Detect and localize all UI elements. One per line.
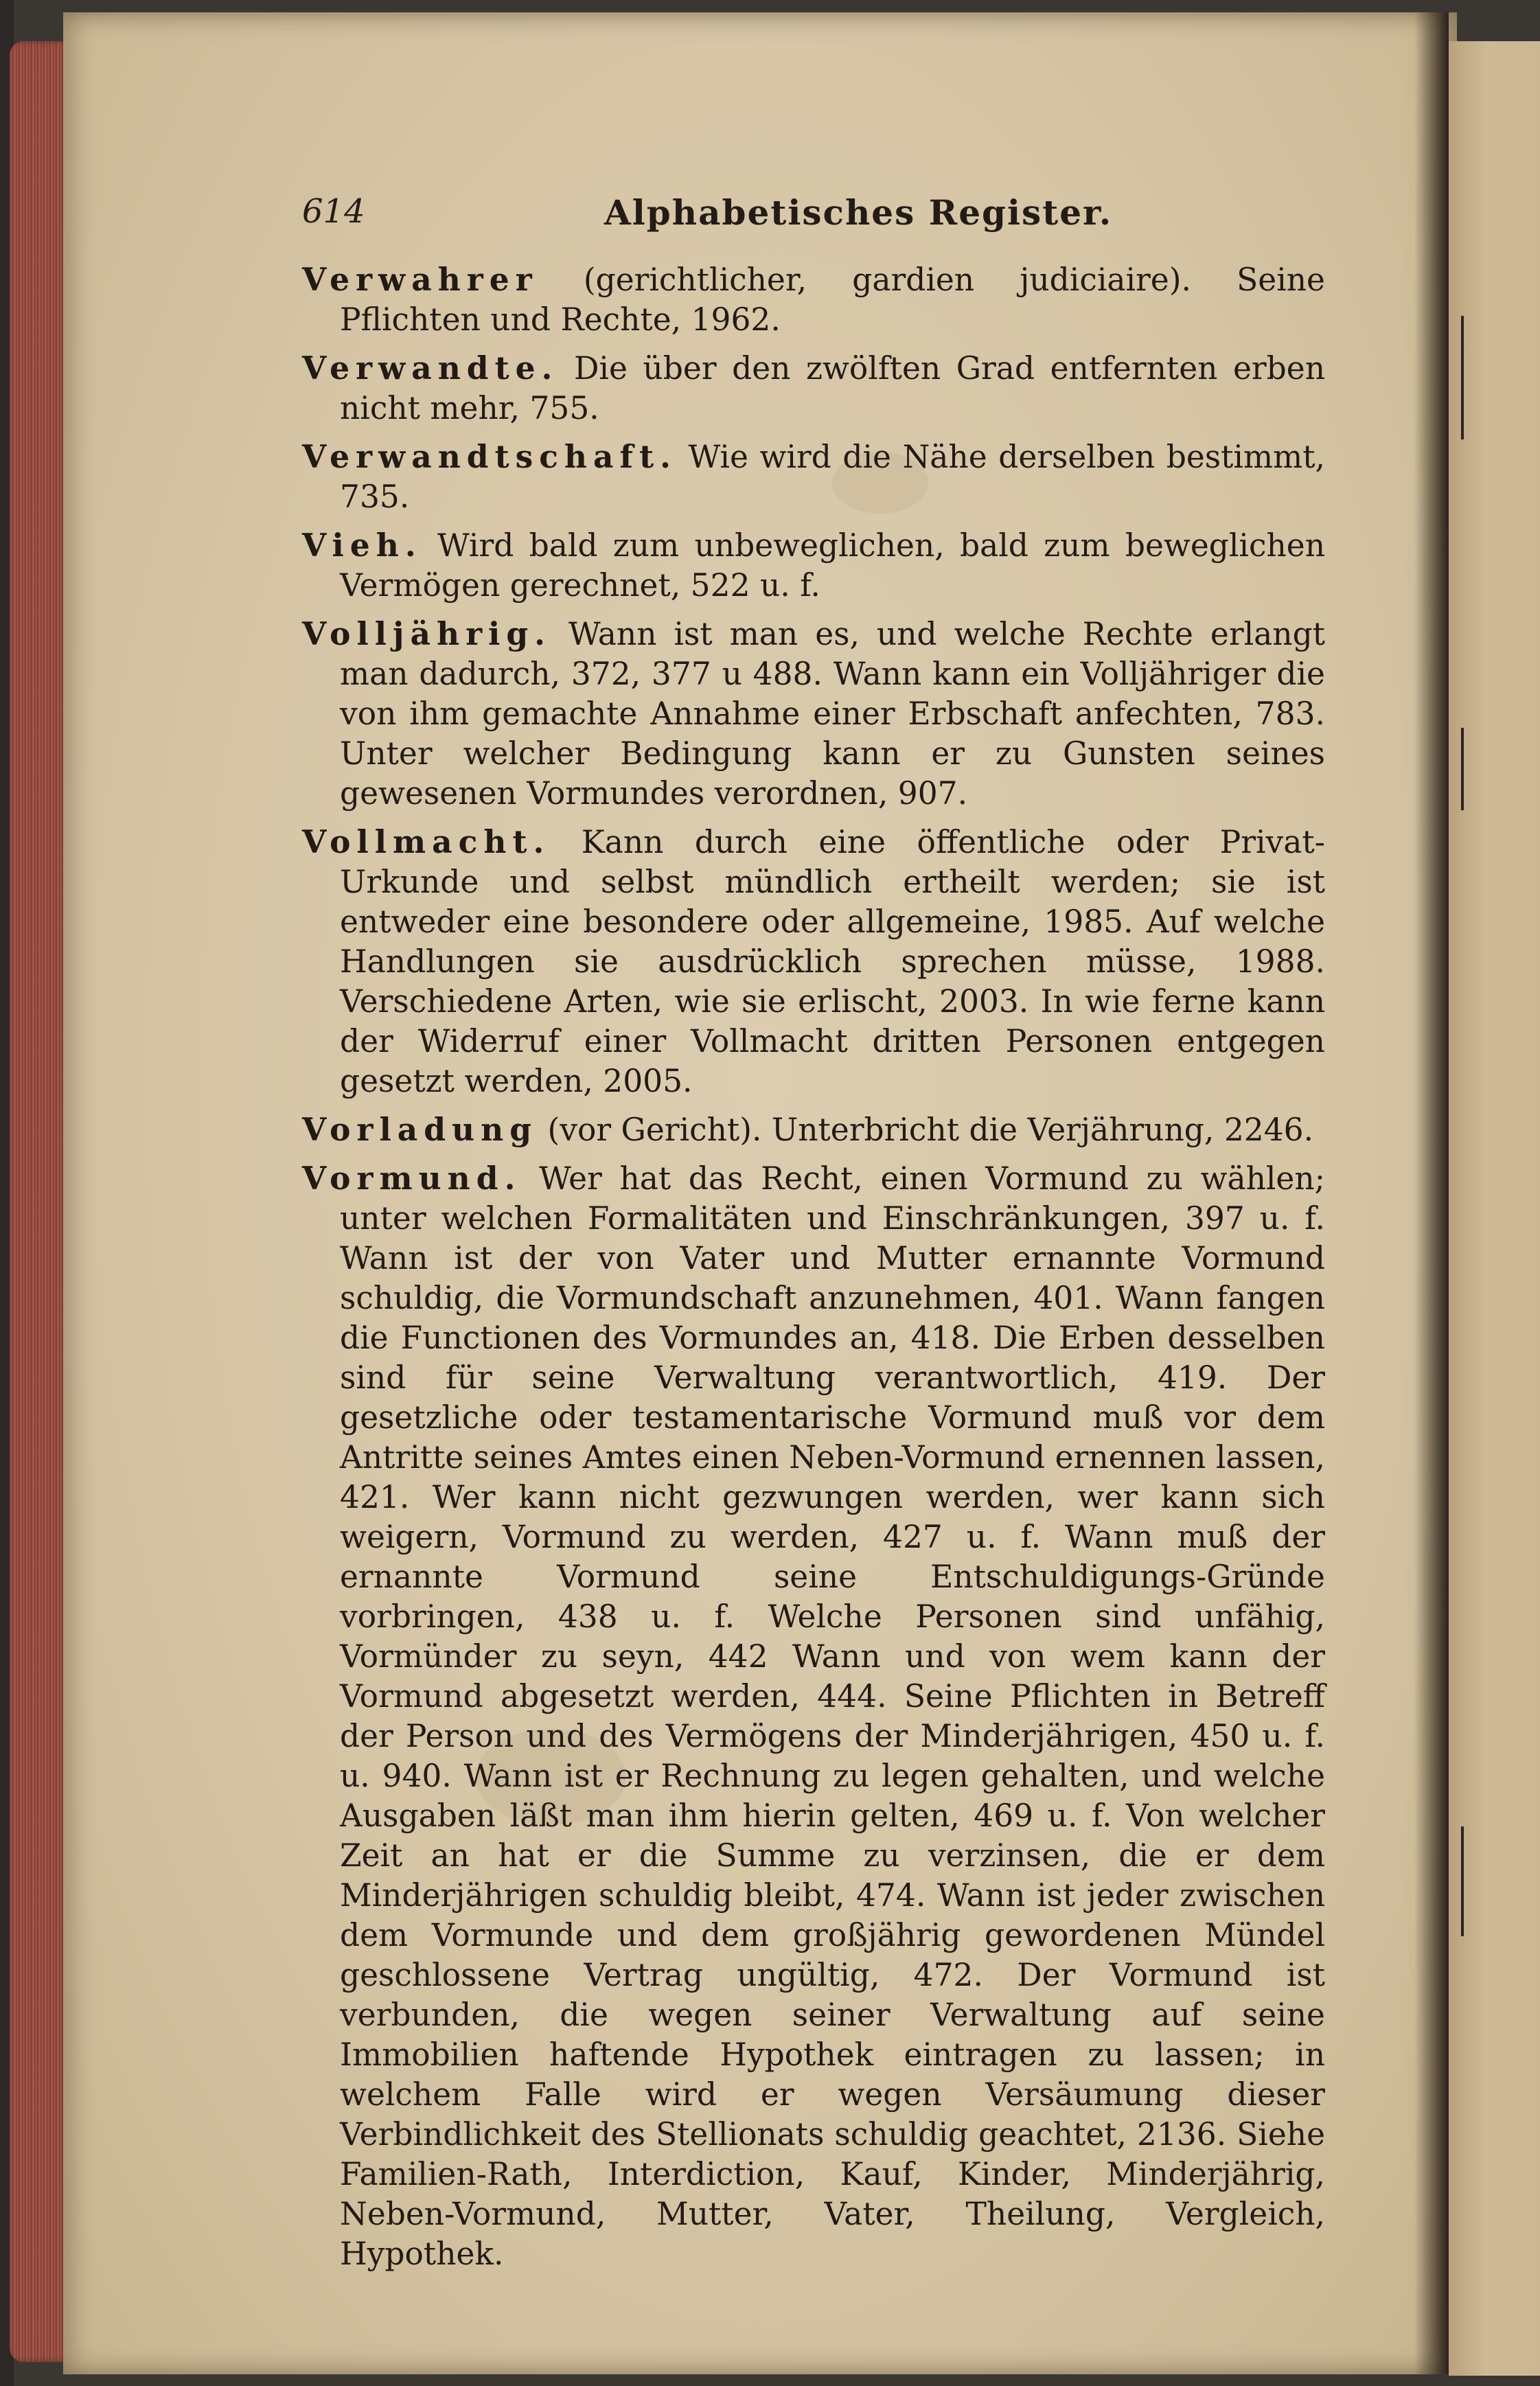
register-entry bbox=[302, 348, 1325, 428]
register-entry bbox=[302, 822, 1325, 1101]
entry-text: Die über den zwölften Grad entfernten erben nicht mehr, 755. bbox=[340, 350, 1325, 426]
register-entry bbox=[302, 437, 1325, 517]
running-head: Alphabetisches Register. bbox=[604, 192, 1113, 233]
entry-term: Vorladung bbox=[302, 1111, 538, 1148]
entry-text: (vor Gericht). Unterbricht die Verjährung, 2246. bbox=[547, 1112, 1314, 1148]
register-entry bbox=[302, 525, 1325, 606]
entry-term: Verwahrer bbox=[302, 261, 538, 298]
entry-text: Wie wird die Nähe derselben bestimmt, 735. bbox=[340, 439, 1325, 515]
entry-term: Verwandte. bbox=[302, 349, 559, 387]
entry-text: Wann ist man es, und welche Rechte erlangt man dadurch, 372, 377 u 488. Wann kann ein Volljähriger die von ihm gemachte Annahme einer Erbschaft anfechten, 783. Unter welcher Bedingung kann er zu Gunsten seines gewesenen Vormundes verordnen, 907. bbox=[340, 616, 1325, 812]
page-header bbox=[302, 192, 1339, 240]
entry-term: Vieh. bbox=[302, 527, 422, 564]
entry-term: Vollmacht. bbox=[302, 823, 551, 860]
register-entry bbox=[302, 614, 1325, 814]
entry-text: Kann durch eine öffentliche oder Privat-Urkunde und selbst mündlich ertheilt werden; sie ist entweder eine besondere oder allgemeine, 1985. Auf welche Handlungen sie ausdrücklich sprechen müsse, 1988. Verschiedene Arten, wie sie erlischt, 2003. In wie ferne kann der Widerruf einer Vollmacht dritten Personen entgegen gesetzt werden, 2005. bbox=[340, 824, 1325, 1099]
entry-term: Verwandtschaft. bbox=[302, 438, 677, 475]
page-edge-mark bbox=[1461, 1826, 1464, 1936]
register-entry bbox=[302, 1110, 1325, 1150]
page-edge-mark bbox=[1461, 316, 1464, 439]
entry-text: Wer hat das Recht, einen Vormund zu wählen; unter welchen Formalitäten und Einschränkungen, 397 u. f. Wann ist der von Vater und Mutter ernannte Vormund schuldig, die Vormundschaft anzunehmen, 401. Wann fangen die Functionen des Vormundes an, 418. Die Erben desselben sind für seine Verwaltung verantwortlich, 419. Der gesetzliche oder testamentarische Vormund muß vor dem Antritte seines Amtes einen Neben-Vormund ernennen lassen, 421. Wer kann nicht gezwungen werden, wer kann sich weigern, Vormund zu werden, 427 u. f. Wann muß der ernannte Vormund seine Entschuldigungs-Gründe vorbringen, 438 u. f. Welche Personen sind unfähig, Vormünder zu seyn, 442 Wann und von wem kann der Vormund abgesetzt werden, 444. Seine Pflichten in Betreff der Person und des Vermögens der Minderjährigen, 450 u. f. u. 940. Wann ist er Rechnung zu legen gehalten, und welche Ausgaben läßt man ihm hierin gelten, 469 u. f. Von welcher Zeit an hat er die Summe zu verzinsen, die er dem Minderjährigen schuldig bleibt, 474. Wann ist jeder zwischen dem Vormunde und dem großjährig gewordenen Mündel geschlossene Vertrag ungültig, 472. Der Vormund ist verbunden, die wegen seiner Verwaltung auf seine Immobilien haftende Hypothek eintragen zu lassen; in welchem Falle wird er wegen Versäumung dieser Verbindlichkeit des Stellionats schuldig geachtet, 2136. Siehe Familien-Rath, Interdiction, Kauf, Kinder, Minderjährig, Neben-Vormund, Mutter, Vater, Theilung, Vergleich, Hypothek. bbox=[340, 1160, 1325, 2272]
entry-text: Wird bald zum unbeweglichen, bald zum beweglichen Vermögen gerechnet, 522 u. f. bbox=[340, 527, 1326, 604]
entry-term: Vormund. bbox=[302, 1160, 522, 1197]
register-entry bbox=[302, 1158, 1325, 2274]
page-edge-mark bbox=[1461, 728, 1464, 810]
entry-text: (gerichtlicher, gardien judiciaire). Seine Pflichten und Rechte, 1962. bbox=[340, 262, 1325, 338]
register-entry bbox=[302, 260, 1325, 340]
register-entries bbox=[302, 260, 1325, 2282]
facing-page-sliver bbox=[1449, 41, 1540, 2376]
page-number: 614 bbox=[302, 192, 365, 231]
book-gutter bbox=[1414, 12, 1449, 2374]
entry-term: Volljährig. bbox=[302, 615, 551, 652]
